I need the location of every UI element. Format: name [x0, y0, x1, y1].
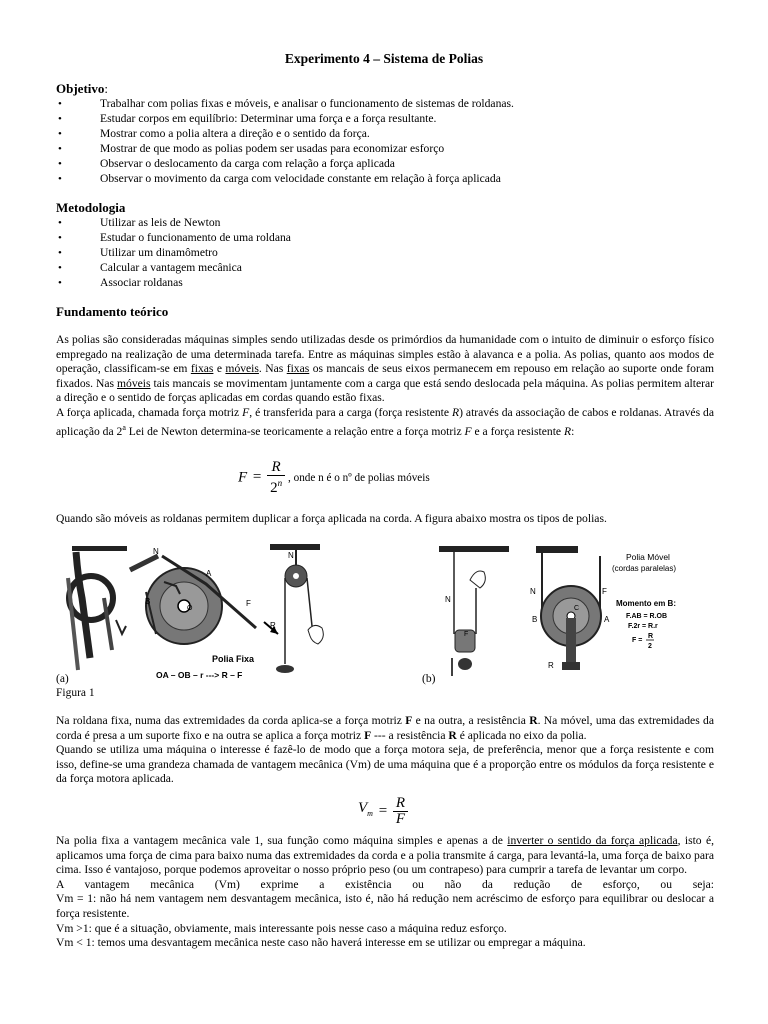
svg-text:F.AB = R.OB: F.AB = R.OB — [626, 613, 668, 620]
svg-text:C: C — [574, 605, 580, 612]
svg-text:(cordas paralelas): (cordas paralelas) — [612, 564, 677, 573]
fundamento-text — [56, 333, 714, 439]
svg-text:N: N — [530, 587, 536, 596]
figure-label-a: (a) — [56, 673, 69, 685]
svg-text:F: F — [602, 587, 607, 596]
paragraph: Vm < 1: temos uma desvantagem mecânica neste caso não haverá interesse em se utilizar ou empregar a máquina. — [56, 936, 586, 950]
list-item: • Observar o movimento da carga com velocidade constante em relação à força aplicada — [56, 172, 716, 187]
fundamento-heading: Fundamento teórico — [56, 304, 169, 319]
metodologia-list — [56, 216, 716, 291]
svg-text:A: A — [604, 615, 610, 624]
svg-text:F: F — [464, 631, 469, 638]
paragraph: Quando se utiliza uma máquina o interesse é fazê-lo de modo que a força motora seja, de preferência, menor que a força resistente e com isso, define-se uma grandeza chamada de vantagem mecânica (Vm) de uma máquina que é a proporção entre os módulos da força resistente e da força motora aplicada. — [56, 743, 714, 786]
svg-text:F: F — [246, 599, 251, 608]
roldana-text — [56, 714, 714, 787]
svg-text:2: 2 — [648, 643, 652, 650]
svg-text:R: R — [270, 621, 276, 630]
svg-text:F.2r = R.r: F.2r = R.r — [628, 623, 658, 630]
svg-text:R: R — [548, 661, 554, 670]
svg-text:Polia Fixa: Polia Fixa — [212, 654, 255, 664]
rope-pulley-drawing — [68, 546, 127, 670]
svg-text:N: N — [288, 551, 294, 560]
svg-text:F =: F = — [632, 637, 643, 644]
fraction: $\frac{R}{2^n}$ — [267, 460, 285, 495]
fixed-pulley-drawing — [130, 547, 278, 680]
paragraph: As polias são consideradas máquinas simples sendo utilizadas desde os primórdios da humanidade com o intuito de diminuir o esforço físico empregado na realização de uma determinada tarefa. Entre as máquinas simples estão à alavanca e a polia. As polias, quanto aos modos de operação, classificam-se em fixas e móveis. Nas fixas os mancais de seus eixos permanecem em repouso em relação ao suporte onde foram fixados. Nas móveis tais mancais se movimentam juntamente com a carga que está sendo deslocada pela máquina. As polias permitem alterar a direção e o sentido de forças aplicadas em cordas quando estão fixas. — [56, 333, 714, 405]
paragraph: Na polia fixa a vantagem mecânica vale 1, sua função como máquina simples e apenas a de inverter o sentido da força aplicada, isto é, aplicamos uma força de cima para baixo numa das extremidades da corda e a polia transmite á carga, para levantá-la, uma força de baixo para cima. Isso é vantajoso, porque podemos aproveitar o nosso próprio peso (ou um contrapeso) para cumprir a tarefa de levantar um corpo. — [56, 834, 714, 877]
list-item: • Calcular a vantagem mecânica — [56, 261, 716, 276]
svg-text:A: A — [206, 569, 212, 578]
fraction: $\frac{R}{F}$ — [393, 796, 408, 826]
mobile-pulley-diagram — [530, 546, 676, 670]
svg-text:B: B — [532, 615, 538, 624]
objetivo-list — [56, 97, 716, 187]
svg-text:OA – OB – r ---> R – F: OA – OB – r ---> R – F — [156, 670, 243, 680]
formula-note: , onde n é o nº de polias móveis — [288, 472, 430, 484]
svg-text:N: N — [445, 595, 451, 604]
figure-polias — [56, 538, 716, 684]
list-item: • Mostrar como a polia altera a direção e o sentido da força. — [56, 127, 716, 142]
mobile-pulley-hand-drawing — [439, 546, 509, 676]
objetivo-heading: Objetivo: — [56, 81, 109, 96]
paragraph: A força aplicada, chamada força motriz F, é transferida para a carga (força resistente R) através da associação de cabos e roldanas. Através da aplicação da 2$^a$ Lei de Newton determina-se teoricamente a relação entre a força motriz F e a força resistente R: — [56, 405, 714, 438]
paragraph: Vm = 1: não há nem vantagem nem desvantagem mecânica, isto é, não há redução nem acréscimo de esforço para equilibrar ou deslocar a força resistente. — [56, 892, 714, 920]
list-item: • Estudar o funcionamento de uma roldana — [56, 231, 716, 246]
paragraph: Quando são móveis as roldanas permitem duplicar a força aplicada na corda. A figura abaixo mostra os tipos de polias. — [56, 512, 607, 525]
svg-text:O: O — [187, 605, 193, 612]
figure-caption: Figura 1 — [56, 687, 95, 699]
list-item: • Mostrar de que modo as polias podem ser usadas para economizar esforço — [56, 142, 716, 157]
svg-text:N: N — [153, 547, 159, 556]
svg-text:R: R — [648, 633, 654, 640]
pulley-weight-hand-drawing — [270, 544, 323, 673]
pulley-illustration — [56, 538, 716, 684]
figure-label-b: (b) — [422, 673, 436, 685]
list-item: • Observar o deslocamento da carga com relação a força aplicada — [56, 157, 716, 172]
list-item: • Utilizar um dinamômetro — [56, 246, 716, 261]
formula-vantagem: $V_m$ = $\frac{R}{F}$ — [358, 796, 408, 826]
svg-text:Momento em B:: Momento em B: — [616, 599, 676, 608]
paragraph: Na roldana fixa, numa das extremidades da corda aplica-se a força motriz F e na outra, a resistência R. Na móvel, uma das extremidades da corda é presa a um suporte fixo e na outra se aplica a força motriz F --- a resistência R é aplicada no eixo da polia. — [56, 714, 714, 742]
list-item: • Utilizar as leis de Newton — [56, 216, 716, 231]
page-title: Experimento 4 – Sistema de Polias — [284, 51, 484, 66]
list-item: • Associar roldanas — [56, 276, 716, 291]
svg-text:Polia Móvel: Polia Móvel — [626, 552, 670, 562]
vantagem-text — [56, 834, 714, 951]
svg-text:B: B — [145, 597, 151, 606]
paragraph: A vantagem mecânica (Vm) exprime a existência ou não da redução de esforço, ou seja: — [56, 877, 714, 891]
formula-polias: F = $\frac{R}{2^n}$ — [238, 460, 285, 495]
list-item: • Estudar corpos em equilíbrio: Determinar uma força e a força resultante. — [56, 112, 716, 127]
list-item: • Trabalhar com polias fixas e móveis, e analisar o funcionamento de sistemas de roldanas. — [56, 97, 716, 112]
metodologia-heading: Metodologia — [56, 200, 126, 215]
paragraph: Vm >1: que é a situação, obviamente, mais interessante pois nesse caso a máquina reduz esforço. — [56, 921, 507, 935]
